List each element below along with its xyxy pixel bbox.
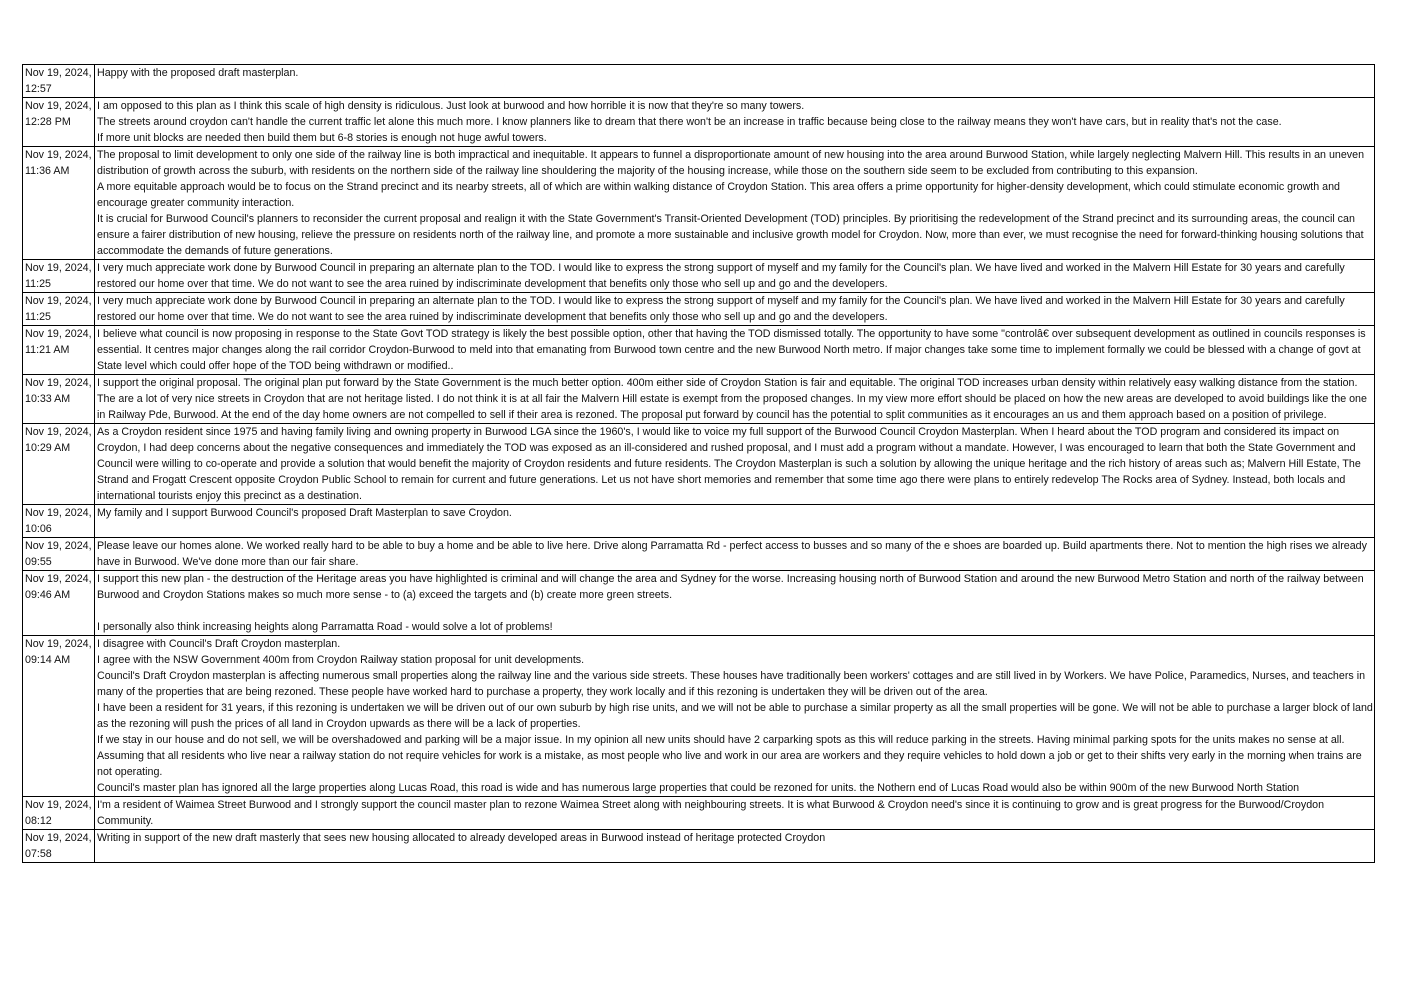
comment-text [95,571,1375,636]
comment-row [23,326,1375,375]
comment-date: Nov 19, 2024, 11:25 [23,260,95,293]
comment-paragraph: The proposal to limit development to only one side of the railway line is both impractical and inequitable. It appears to funnel a disproportionate amount of new housing into the area around Burwood Station, while largely neglecting Malvern Hill. This results in an uneven distribution of growth across the suburb, with residents on the northern side of the railway line shouldering the majority of the housing increase, while those on the southern side seem to be excluded from contributing to this expansion. [97,149,1365,177]
comment-date: Nov 19, 2024, 12:57 [23,65,95,98]
comment-date: Nov 19, 2024, 11:21 AM [23,326,95,375]
comment-row [23,293,1375,326]
comment-paragraph: Please leave our homes alone. We worked really hard to be able to buy a home and be able to live here. Drive along Parramatta Rd - perfect access to busses and so many of the e shoes are boarded up. Build apartments there. Not to mention the high rises we already have in Burwood. We've done more than our fair share. [97,540,1367,568]
comment-paragraph: Happy with the proposed draft masterplan. [97,67,299,79]
comment-paragraph: Council's Draft Croydon masterplan is affecting numerous small properties along the railway line and the various side streets. These houses have traditionally been workers' cottages and are still lived in by Workers. We have Police, Paramedics, Nurses, and teachers in many of the properties that are being rezoned. These people have worked hard to purchase a property, they work locally and if this rezoning is undertaken they will be driven out of the area. [97,670,1366,698]
comment-row [23,375,1375,424]
comment-text [95,293,1375,326]
comment-paragraph: I support the original proposal. The original plan put forward by the State Government is the much better option. 400m either side of Croydon Station is fair and equitable. The original TOD increases urban density within relatively easy walking distance from the station. The are a lot of very nice streets in Croydon that are not heritage listed. I do not think it is at all fair the Malvern Hill estate is exempt from the proposed changes. In my view more effort should be placed on how the new areas are developed to avoid buildings like the one in Railway Pde, Burwood. At the end of the day home owners are not compelled to sell if their area is rezoned. The proposal put forward by council has the potential to split communities as it encourages an us and them approach based on a position of privilege. [97,377,1367,421]
comment-paragraph: I am opposed to this plan as I think this scale of high density is ridiculous. Just look at burwood and how horrible it is now that they're so many towers. [97,100,805,112]
comment-text [95,830,1375,863]
comment-text [95,797,1375,830]
comment-date: Nov 19, 2024, 12:28 PM [23,98,95,147]
comment-paragraph: The streets around croydon can't handle the current traffic let alone this much more. I know planners like to dream that there won't be an increase in traffic because being close to the railway means they won't have cars, but in reality that's not the case. [97,116,1282,128]
comment-row [23,260,1375,293]
comment-date: Nov 19, 2024, 07:58 [23,830,95,863]
comment-text [95,65,1375,98]
comment-row [23,65,1375,98]
comment-row [23,636,1375,797]
comment-row [23,98,1375,147]
comment-paragraph: A more equitable approach would be to focus on the Strand precinct and its nearby streets, all of which are within walking distance of Croydon Station. This area offers a prime opportunity for higher-density development, which could stimulate economic growth and encourage greater community interaction. [97,181,1341,209]
comment-date: Nov 19, 2024, 09:55 [23,538,95,571]
comment-paragraph: I agree with the NSW Government 400m from Croydon Railway station proposal for unit developments. [97,654,585,666]
comment-row [23,147,1375,260]
comment-paragraph: I very much appreciate work done by Burwood Council in preparing an alternate plan to the TOD. I would like to express the strong support of myself and my family for the Council's plan. We have lived and worked in the Malvern Hill Estate for 30 years and carefully restored our home over that time. We do not want to see the area ruined by indiscriminate development that benefits only those who sell up and go and the developers. [97,295,1345,323]
comment-text [95,375,1375,424]
comments-table-body [23,65,1375,863]
comment-paragraph: If more unit blocks are needed then build them but 6-8 stories is enough not huge awful towers. [97,132,547,144]
comment-row [23,424,1375,505]
comment-row [23,505,1375,538]
comment-text [95,147,1375,260]
comment-paragraph: I very much appreciate work done by Burwood Council in preparing an alternate plan to the TOD. I would like to express the strong support of myself and my family for the Council's plan. We have lived and worked in the Malvern Hill Estate for 30 years and carefully restored our home over that time. We do not want to see the area ruined by indiscriminate development that benefits only those who sell up and go and the developers. [97,262,1345,290]
comment-date: Nov 19, 2024, 11:36 AM [23,147,95,260]
comment-row [23,571,1375,636]
comment-row [23,797,1375,830]
comment-paragraph: I'm a resident of Waimea Street Burwood and I strongly support the council master plan to rezone Waimea Street along with neighbouring streets. It is what Burwood & Croydon need's since it is continuing to grow and is great progress for the Burwood/Croydon Community. [97,799,1325,827]
comment-date: Nov 19, 2024, 10:33 AM [23,375,95,424]
comments-table [22,64,1375,863]
comment-date: Nov 19, 2024, 09:14 AM [23,636,95,797]
comment-text [95,538,1375,571]
comment-paragraph: If we stay in our house and do not sell, we will be overshadowed and parking will be a major issue. In my opinion all new units should have 2 carparking spots as this will reduce parking in the streets. Having minimal parking spots for the units makes no sense at all. Assuming that all residents who live near a railway station do not require vehicles for work is a mistake, as most people who live and work in our area are workers and they require vehicles to hold down a job or get to their shifts very early in the morning when trains are not operating. [97,734,1362,778]
comment-date: Nov 19, 2024, 09:46 AM [23,571,95,636]
comment-text [95,260,1375,293]
comment-date: Nov 19, 2024, 08:12 [23,797,95,830]
comment-paragraph: As a Croydon resident since 1975 and having family living and owning property in Burwood LGA since the 1960's, I would like to voice my full support of the Burwood Council Croydon Masterplan. When I heard about the TOD program and considered its impact on Croydon, I had deep concerns about the negative consequences and immediately the TOD was exposed as an ill-considered and rushed proposal, and I must add a program without a mandate. However, I was encouraged to learn that both the State Government and Council were willing to co-operate and provide a solution that would benefit the majority of Croydon residents and future residents. The Croydon Masterplan is such a solution by allowing the unique heritage and the rich history of areas such as; Malvern Hill Estate, The Strand and Frogatt Crescent opposite Croydon Public School to remain for current and future generations. Let us not have short memories and remember that some time ago there were plans to entirely redevelop The Rocks area of Sydney. Instead, both locals and international tourists enjoy this precinct as a destination. [97,426,1361,502]
comment-date: Nov 19, 2024, 10:29 AM [23,424,95,505]
comment-paragraph: I support this new plan - the destruction of the Heritage areas you have highlighted is criminal and will change the area and Sydney for the worse. Increasing housing north of Burwood Station and around the new Burwood Metro Station and north of the railway between Burwood and Croydon Stations makes so much more sense - to (a) exceed the targets and (b) create more green streets. [97,573,1364,601]
comment-paragraph: It is crucial for Burwood Council's planners to reconsider the current proposal and realign it with the State Government's Transit-Oriented Development (TOD) principles. By prioritising the redevelopment of the Strand precinct and its surrounding areas, the council can ensure a fairer distribution of new housing, relieve the pressure on residents north of the railway line, and promote a more sustainable and inclusive growth model for Croydon. Now, more than ever, we must recognise the need for forward-thinking housing solutions that accommodate the demands of future generations. [97,213,1364,257]
comment-row [23,538,1375,571]
comment-paragraph: My family and I support Burwood Council's proposed Draft Masterplan to save Croydon. [97,507,512,519]
comment-text [95,326,1375,375]
comment-text [95,505,1375,538]
comment-paragraph: I have been a resident for 31 years, if this rezoning is undertaken we will be driven out of our own suburb by high rise units, and we will not be able to purchase a similar property as all the small properties will be gone. We will not be able to purchase a larger block of land as the rezoning will push the prices of all land in Croydon upwards as there will be a lack of properties. [97,702,1373,730]
comment-date: Nov 19, 2024, 10:06 [23,505,95,538]
comment-paragraph: I believe what council is now proposing in response to the State Govt TOD strategy is likely the best possible option, other that having the TOD dismissed totally. The opportunity to have some "controlâ€ over subsequent development as outlined in councils responses is essential. It centres major changes along the rail corridor Croydon-Burwood to meld into that emanating from Burwood town centre and the new Burwood North metro. If major changes take some time to implement formally we could be blessed with a change of govt at State level which could offer hope of the TOD being withdrawn or modified.. [97,328,1366,372]
comment-text [95,424,1375,505]
comment-date: Nov 19, 2024, 11:25 [23,293,95,326]
comments-sheet [22,64,1374,863]
comment-text [95,636,1375,797]
comment-paragraph: Council's master plan has ignored all the large properties along Lucas Road, this road is wide and has numerous large properties that could be rezoned for units. the Nothern end of Lucas Road would also be within 900m of the new Burwood North Station [97,782,1300,794]
comment-paragraph: I disagree with Council's Draft Croydon masterplan. [97,638,341,650]
comment-paragraph: Writing in support of the new draft masterly that sees new housing allocated to already developed areas in Burwood instead of heritage protected Croydon [97,832,826,844]
comment-paragraph: I personally also think increasing heights along Parramatta Road - would solve a lot of problems! [97,621,553,633]
comment-row [23,830,1375,863]
comment-paragraph [97,603,1373,619]
comment-text [95,98,1375,147]
